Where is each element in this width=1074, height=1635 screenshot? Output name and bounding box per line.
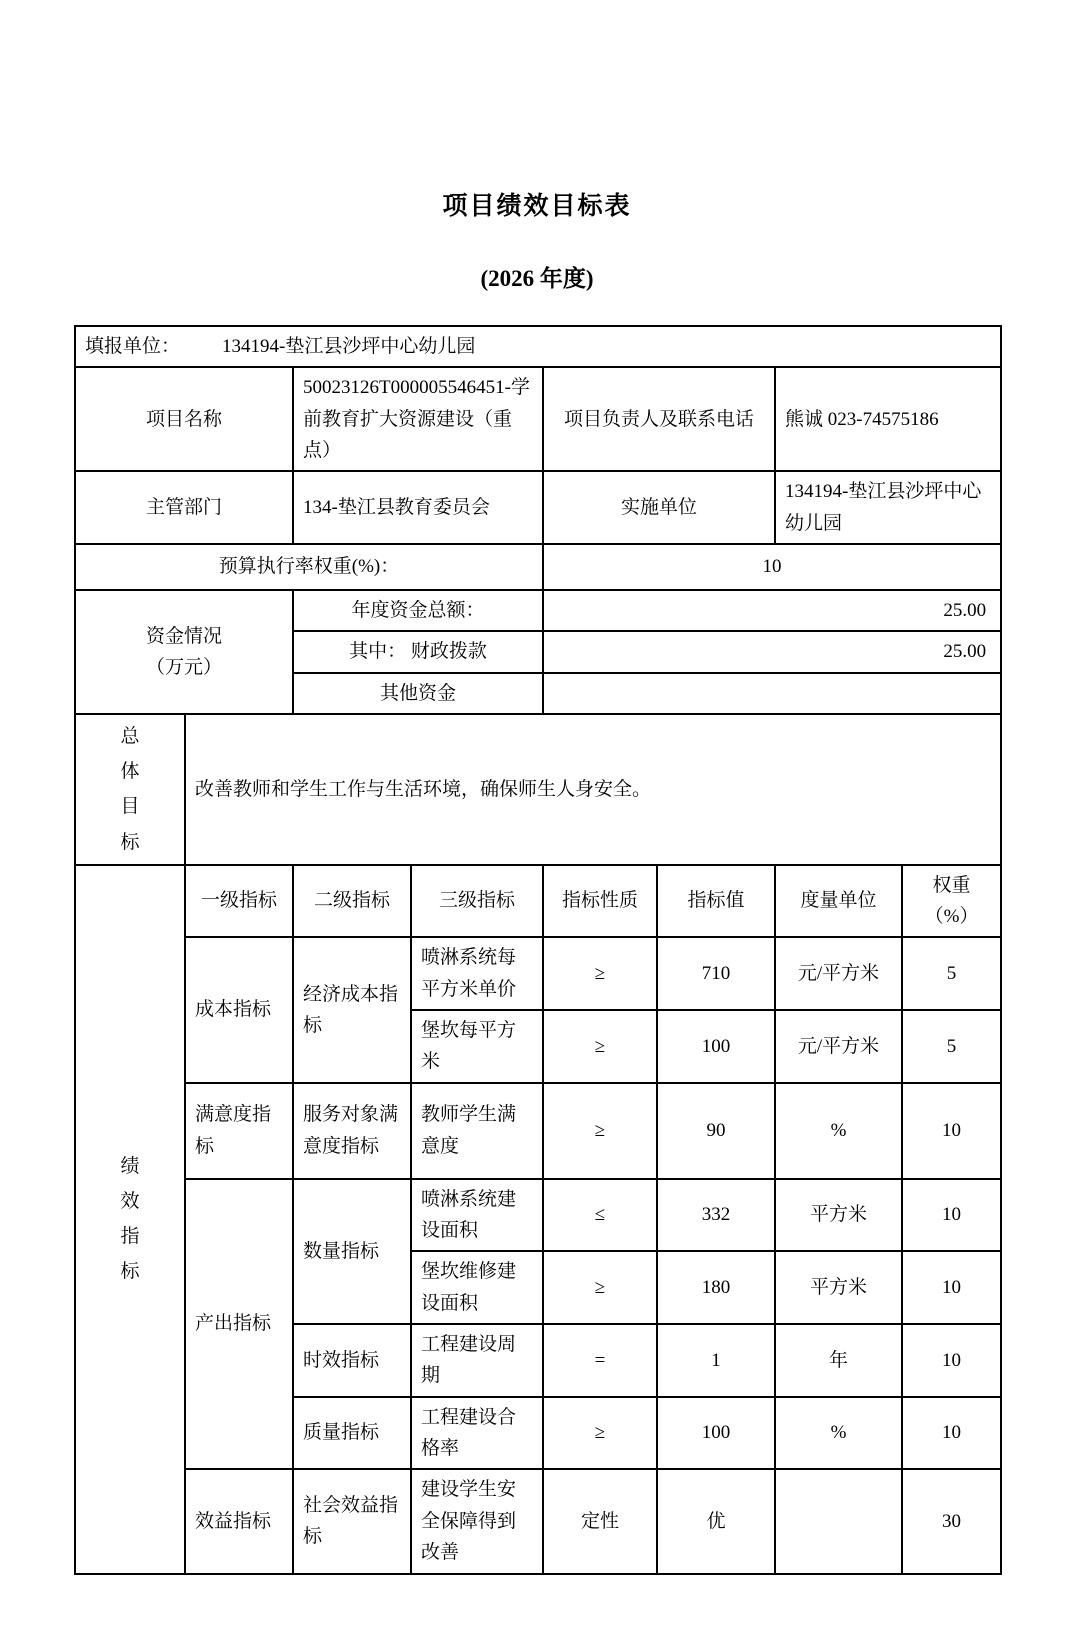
perf-unit: % xyxy=(775,1397,902,1470)
perf-l2-economic-cost: 经济成本指标 xyxy=(293,937,411,1082)
leader-value: 熊诚 023-74575186 xyxy=(775,367,1001,471)
perf-weight: 10 xyxy=(902,1179,1001,1252)
perf-l3: 堡坎每平方米 xyxy=(411,1010,543,1083)
perf-weight: 5 xyxy=(902,937,1001,1010)
perf-value: 优 xyxy=(657,1469,775,1573)
perf-weight: 30 xyxy=(902,1469,1001,1573)
funds-total-label: 年度资金总额： xyxy=(293,590,543,631)
perf-weight: 10 xyxy=(902,1397,1001,1470)
perf-value: 1 xyxy=(657,1324,775,1397)
funds-label xyxy=(75,590,293,714)
perf-l2-quantity: 数量指标 xyxy=(293,1179,411,1324)
perf-l2-quality: 质量指标 xyxy=(293,1397,411,1470)
dept-value: 134-垫江县教育委员会 xyxy=(293,471,543,544)
funds-fiscal-label: 其中： 财政拨款 xyxy=(293,631,543,672)
funds-total-value: 25.00 xyxy=(543,590,1001,631)
row-department xyxy=(75,471,1001,544)
perf-header-level2: 二级指标 xyxy=(293,865,411,938)
perf-row xyxy=(75,1469,1001,1573)
perf-unit: % xyxy=(775,1083,902,1179)
perf-l3: 工程建设合格率 xyxy=(411,1397,543,1470)
funds-other-label: 其他资金 xyxy=(293,673,543,714)
perf-header-unit: 度量单位 xyxy=(775,865,902,938)
perf-label: 绩效指标 xyxy=(120,1155,140,1283)
perf-row xyxy=(75,937,1001,1010)
perf-nature: ≥ xyxy=(543,1083,657,1179)
perf-l1-cost: 成本指标 xyxy=(185,937,293,1082)
row-report-unit xyxy=(75,326,1001,367)
row-project-name xyxy=(75,367,1001,471)
row-funds-total xyxy=(75,590,1001,631)
perf-weight: 10 xyxy=(902,1324,1001,1397)
funds-label-line2: （万元） xyxy=(145,657,222,679)
row-perf-header xyxy=(75,865,1001,938)
perf-unit: 年 xyxy=(775,1324,902,1397)
page-title: 项目绩效目标表 xyxy=(442,193,632,220)
project-name-label: 项目名称 xyxy=(75,367,293,471)
cell-report-unit xyxy=(75,326,1001,367)
perf-header-level3: 三级指标 xyxy=(411,865,543,938)
funds-fiscal-value: 25.00 xyxy=(543,631,1001,672)
perf-row xyxy=(75,1179,1001,1252)
leader-label: 项目负责人及联系电话 xyxy=(543,367,775,471)
project-name-value: 50023126T000005546451-学前教育扩大资源建设（重点） xyxy=(293,367,543,471)
perf-header-value: 指标值 xyxy=(657,865,775,938)
impl-label: 实施单位 xyxy=(543,471,775,544)
overall-goal-label-cell xyxy=(75,714,185,865)
perf-l3: 喷淋系统每平方米单价 xyxy=(411,937,543,1010)
page-subtitle: (2026 年度) xyxy=(480,266,594,291)
report-unit-label: 填报单位： xyxy=(85,336,181,357)
perf-value: 180 xyxy=(657,1251,775,1324)
perf-weight: 10 xyxy=(902,1251,1001,1324)
perf-value: 100 xyxy=(657,1010,775,1083)
perf-value: 100 xyxy=(657,1397,775,1470)
impl-value: 134194-垫江县沙坪中心幼儿园 xyxy=(775,471,1001,544)
perf-unit: 平方米 xyxy=(775,1179,902,1252)
report-unit-value: 134194-垫江县沙坪中心幼儿园 xyxy=(222,336,476,357)
budget-weight-value: 10 xyxy=(543,544,1001,590)
funds-label-line1: 资金情况 xyxy=(145,625,222,647)
perf-weight: 10 xyxy=(902,1083,1001,1179)
perf-l1-output: 产出指标 xyxy=(185,1179,293,1470)
perf-l3: 教师学生满意度 xyxy=(411,1083,543,1179)
row-overall-goal xyxy=(75,714,1001,865)
perf-l2-social-benefit: 社会效益指标 xyxy=(293,1469,411,1573)
perf-header-weight: 权重（%） xyxy=(902,865,1001,938)
perf-unit: 元/平方米 xyxy=(775,937,902,1010)
perf-nature: 定性 xyxy=(543,1469,657,1573)
perf-nature: ≥ xyxy=(543,1397,657,1470)
perf-l3: 工程建设周期 xyxy=(411,1324,543,1397)
perf-nature: ≤ xyxy=(543,1179,657,1252)
performance-target-table xyxy=(74,325,1002,1575)
overall-goal-label: 总体目标 xyxy=(120,726,140,853)
perf-nature: ≥ xyxy=(543,1251,657,1324)
perf-weight: 5 xyxy=(902,1010,1001,1083)
dept-label: 主管部门 xyxy=(75,471,293,544)
perf-row xyxy=(75,1083,1001,1179)
perf-l2-timeliness: 时效指标 xyxy=(293,1324,411,1397)
perf-unit xyxy=(775,1469,902,1573)
perf-unit: 平方米 xyxy=(775,1251,902,1324)
perf-header-level1: 一级指标 xyxy=(185,865,293,938)
perf-value: 90 xyxy=(657,1083,775,1179)
perf-nature: = xyxy=(543,1324,657,1397)
perf-l2-service-satisfaction: 服务对象满意度指标 xyxy=(293,1083,411,1179)
perf-nature: ≥ xyxy=(543,1010,657,1083)
perf-nature: ≥ xyxy=(543,937,657,1010)
perf-header-nature: 指标性质 xyxy=(543,865,657,938)
perf-l3: 堡坎维修建设面积 xyxy=(411,1251,543,1324)
perf-l1-satisfaction: 满意度指标 xyxy=(185,1083,293,1179)
perf-l3: 喷淋系统建设面积 xyxy=(411,1179,543,1252)
perf-l1-benefit: 效益指标 xyxy=(185,1469,293,1573)
budget-weight-label: 预算执行率权重(%)： xyxy=(75,544,543,590)
overall-goal-value: 改善教师和学生工作与生活环境，确保师生人身安全。 xyxy=(185,714,1001,865)
perf-l3: 建设学生安全保障得到改善 xyxy=(411,1469,543,1573)
perf-label-cell xyxy=(75,865,185,1574)
funds-other-value xyxy=(543,673,1001,714)
row-budget-weight xyxy=(75,544,1001,590)
perf-unit: 元/平方米 xyxy=(775,1010,902,1083)
perf-value: 332 xyxy=(657,1179,775,1252)
perf-value: 710 xyxy=(657,937,775,1010)
